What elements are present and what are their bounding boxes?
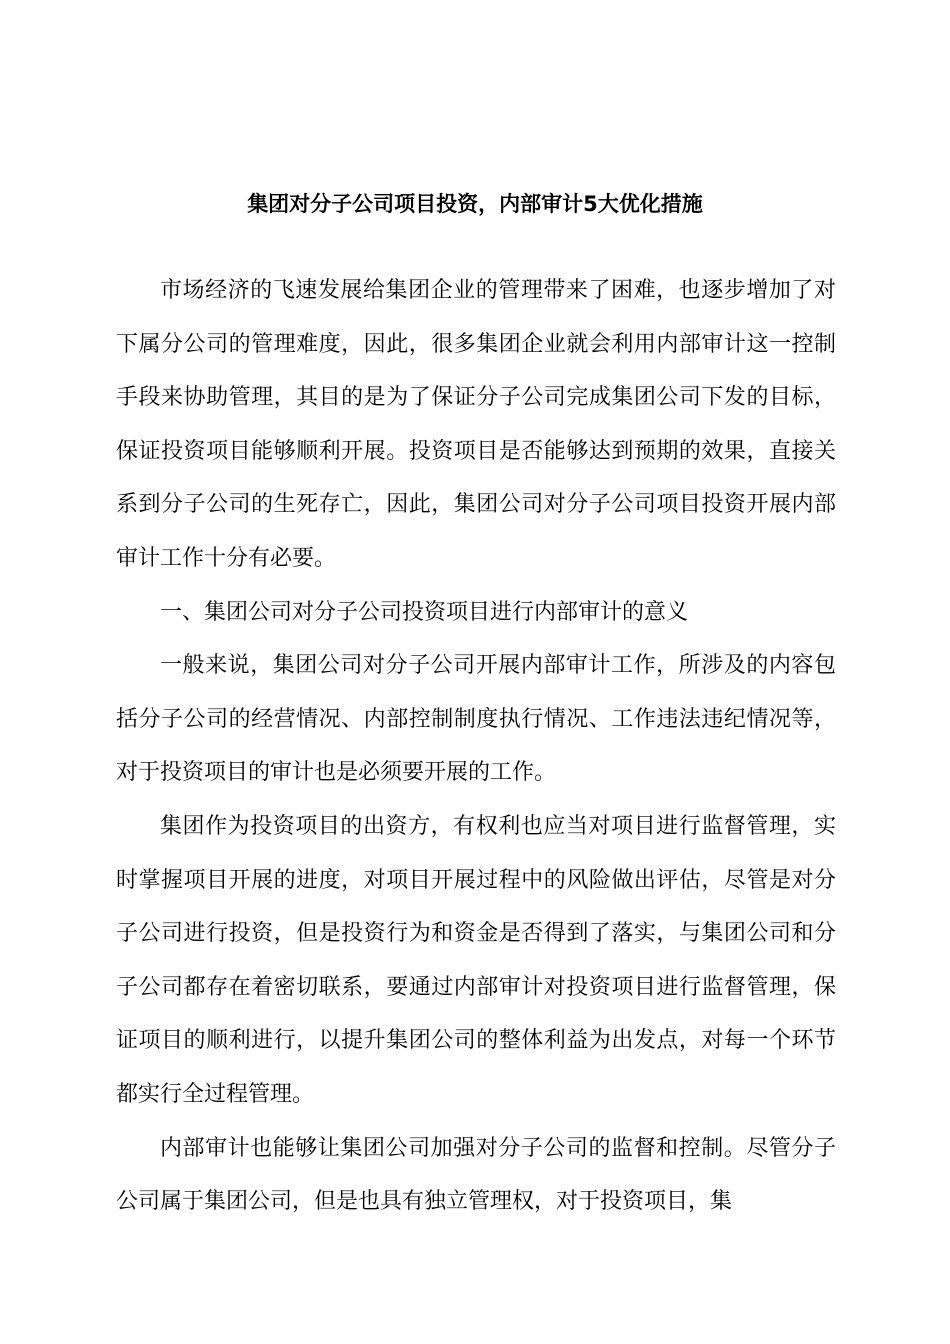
paragraph-supervision: 内部审计也能够让集团公司加强对分子公司的监督和控制。尽管分子公司属于集团公司，但是也具有独立管理权，对于投资项目，集 — [116, 1135, 836, 1215]
paragraph-audit-scope: 一般来说，集团公司对分子公司开展内部审计工作，所涉及的内容包括分子公司的经营情况、内部控制制度执行情况、工作违法违纪情况等，对于投资项目的审计也是必须要开展的工作。 — [116, 653, 836, 786]
document-title: 集团对分子公司项目投资，内部审计5大优化措施 — [247, 192, 703, 216]
paragraph-intro: 市场经济的飞速发展给集团企业的管理带来了困难，也逐步增加了对下属分公司的管理难度，因此，很多集团企业就会利用内部审计这一控制手段来协助管理，其目的是为了保证分子公司完成集团公司下发的目标，保证投资项目能够顺利开展。投资项目是否能够达到预期的效果，直接关系到分子公司的生死存亡，因此，集团公司对分子公司项目投资开展内部审计工作十分有必要。 — [116, 278, 836, 571]
section-heading-1: 一、集团公司对分子公司投资项目进行内部审计的意义 — [160, 599, 689, 625]
paragraph-investor-rights: 集团作为投资项目的出资方，有权利也应当对项目进行监督管理，实时掌握项目开展的进度，对项目开展过程中的风险做出评估，尽管是对分子公司进行投资，但是投资行为和资金是否得到了落实，与集团公司和分子公司都存在着密切联系，要通过内部审计对投资项目进行监督管理，保证项目的顺利进行，以提升集团公司的整体利益为出发点，对每一个环节都实行全过程管理。 — [116, 813, 836, 1107]
document-body — [116, 264, 836, 1229]
